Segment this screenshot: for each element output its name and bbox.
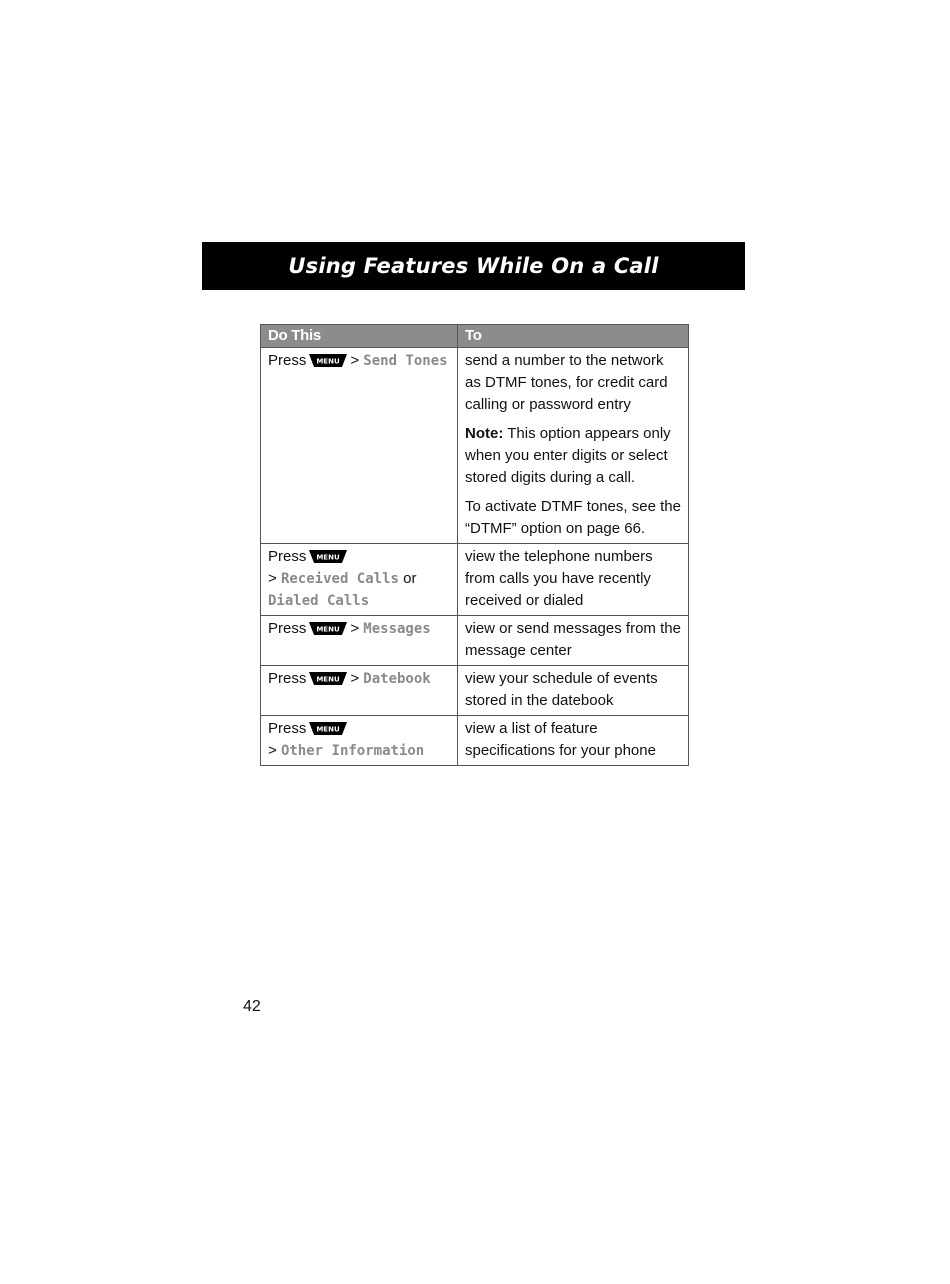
menu-path-dialed-calls: Dialed Calls: [268, 593, 370, 609]
do-this-cell: [261, 348, 458, 544]
table-row: [261, 544, 689, 616]
path-separator: >: [350, 670, 360, 687]
page-number: 42: [243, 998, 261, 1015]
press-label: Press: [268, 352, 307, 369]
note-label: Note:: [465, 425, 504, 442]
menu-key-icon: [309, 550, 347, 563]
path-separator: >: [350, 352, 360, 369]
to-cell: [458, 544, 689, 616]
do-this-cell: [261, 716, 458, 766]
to-description: view or send messages from the message center: [465, 620, 681, 659]
table-row: [261, 616, 689, 666]
menu-path-send-tones: Send Tones: [363, 353, 448, 369]
to-cell: [458, 348, 689, 544]
do-this-cell: [261, 666, 458, 716]
table-header-row: [261, 325, 689, 348]
menu-key-icon: [309, 722, 347, 735]
table-row: [261, 716, 689, 766]
menu-key-label: MENU: [316, 725, 340, 734]
note-paragraph: [465, 423, 681, 489]
menu-key-label: MENU: [316, 553, 340, 562]
do-this-cell: [261, 544, 458, 616]
do-this-cell: [261, 616, 458, 666]
to-cell: [458, 716, 689, 766]
column-header-to: To: [458, 325, 689, 348]
menu-key-label: MENU: [316, 625, 340, 634]
to-description: view a list of feature specifications for your phone: [465, 720, 656, 759]
menu-key-icon: [309, 354, 347, 367]
column-header-do-this: Do This: [261, 325, 458, 348]
press-label: Press: [268, 670, 307, 687]
press-label: Press: [268, 548, 307, 565]
menu-key-icon: [309, 622, 347, 635]
to-description: view your schedule of events stored in the datebook: [465, 670, 658, 709]
menu-path-received-calls: Received Calls: [280, 571, 399, 587]
to-cell: [458, 616, 689, 666]
dtmf-reference: To activate DTMF tones, see the “DTMF” option on page 66.: [465, 498, 681, 537]
path-separator: >: [350, 620, 360, 637]
menu-path-messages: Messages: [363, 621, 431, 637]
to-description: send a number to the network as DTMF tones, for credit card calling or password entry: [465, 352, 668, 413]
note-text: This option appears only when you enter digits or select stored digits during a call.: [465, 425, 671, 486]
menu-key-icon: [309, 672, 347, 685]
page-title: Using Features While On a Call: [288, 254, 659, 278]
to-cell: [458, 666, 689, 716]
or-text: or: [403, 570, 417, 587]
section-title-bar: [202, 242, 745, 290]
feature-table: [260, 324, 689, 766]
menu-path-other-information: Other Information: [280, 743, 425, 759]
table-row: [261, 348, 689, 544]
to-description: view the telephone numbers from calls you have recently received or dialed: [465, 548, 653, 609]
press-label: Press: [268, 620, 307, 637]
menu-key-label: MENU: [316, 675, 340, 684]
menu-key-label: MENU: [316, 357, 340, 366]
press-label: Press: [268, 720, 307, 737]
table-row: [261, 666, 689, 716]
menu-path-datebook: Datebook: [363, 671, 431, 687]
path-separator: >: [268, 742, 277, 759]
path-separator: >: [268, 570, 277, 587]
